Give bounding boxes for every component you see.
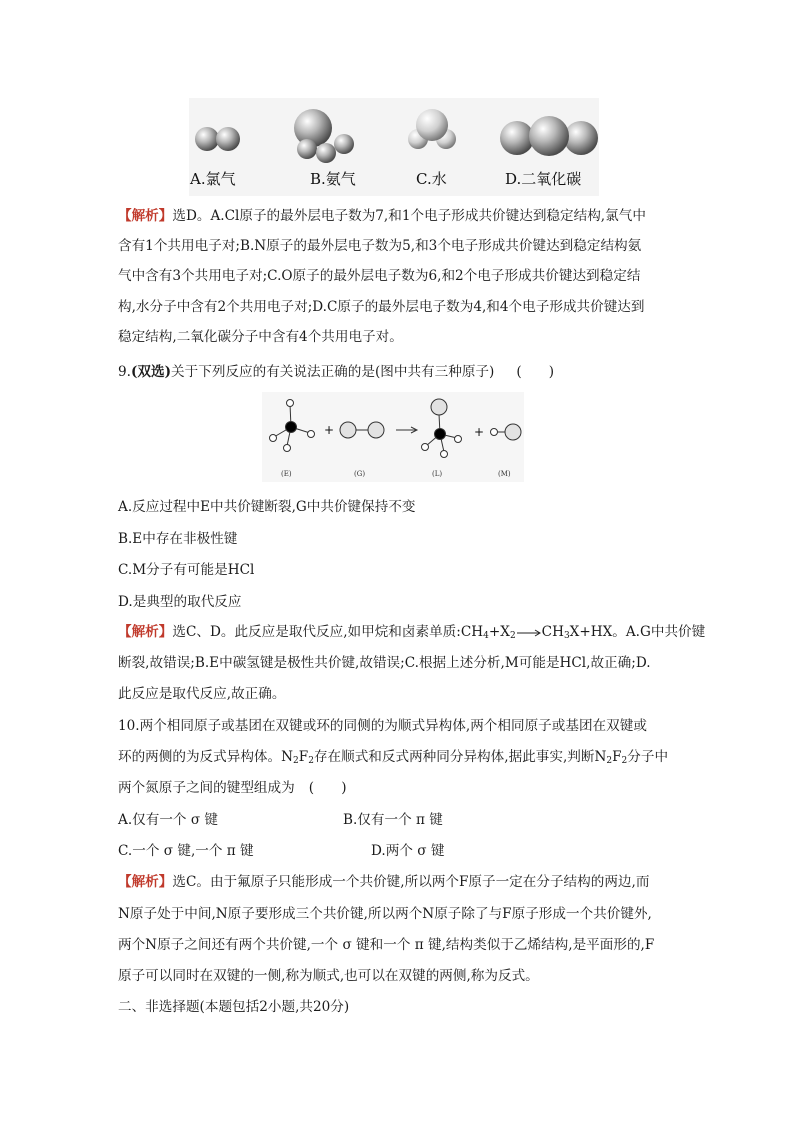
section-2-heading: 二、非选择题(本题包括2小题,共20分) bbox=[118, 999, 350, 1015]
figure-label-c: C.水 bbox=[416, 170, 447, 188]
reaction-figure bbox=[262, 392, 524, 482]
label-e: (E) bbox=[281, 470, 292, 478]
label-m: (M) bbox=[498, 470, 511, 478]
q10-option-a: A.仅有一个 σ 键 bbox=[118, 812, 219, 828]
analysis9-line-2: 断裂,故错误;B.E中碳氢键是极性共价键,故错误;C.根据上述分析,M可能是HCl,故正确;D. bbox=[118, 655, 651, 671]
q10-option-c: C.一个 σ 键,一个 π 键 bbox=[118, 843, 254, 859]
figure-label-d: D.二氧化碳 bbox=[505, 170, 582, 188]
q9-option-d: D.是典型的取代反应 bbox=[118, 594, 242, 610]
plus-sign-2: + bbox=[474, 425, 485, 439]
carbon-dioxide-model bbox=[500, 116, 598, 156]
analysis8-line-5: 稳定结构,二氧化碳分子中含有4个共用电子对。 bbox=[118, 329, 403, 345]
q9-option-c: C.M分子有可能是HCl bbox=[118, 562, 255, 578]
question-10-line-1: 10.两个相同原子或基团在双键或环的同侧的为顺式异构体,两个相同原子或基团在双键或 bbox=[118, 718, 647, 734]
analysis8-line-3: 气中含有3个共用电子对;C.O原子的最外层电子数为6,和2个电子形成共价键达到稳定结 bbox=[118, 268, 641, 284]
q9-option-a: A.反应过程中E中共价键断裂,G中共价键保持不变 bbox=[118, 499, 416, 515]
figure-label-a: A.氯气 bbox=[190, 170, 236, 188]
analysis8-line-4: 构,水分子中含有2个共用电子对;D.C原子的最外层电子数为4,和4个电子形成共价键达到 bbox=[118, 299, 645, 315]
question-10-line-2: 环的两侧的为反式异构体。$N_2F_2$存在顺式和反式两种同分异构体,据此事实,判断$N_2F_2$分子中 bbox=[118, 749, 669, 766]
figure-label-b: B.氨气 bbox=[310, 170, 356, 188]
question-10-line-3: 两个氮原子之间的键型组成为 ( ) bbox=[118, 780, 347, 796]
molecule-models-figure bbox=[189, 98, 599, 196]
q10-option-b: B.仅有一个 π 键 bbox=[343, 812, 443, 828]
question-9-stem: 9.(双选)关于下列反应的有关说法正确的是(图中共有三种原子) ( ) bbox=[118, 364, 555, 380]
analysis10-line-2: N原子处于中间,N原子要形成三个共价键,所以两个N原子除了与F原子形成一个共价键外, bbox=[118, 906, 652, 922]
analysis9-line-3: 此反应是取代反应,故正确。 bbox=[118, 686, 286, 702]
analysis10-line-3: 两个N原子之间还有两个共价键,一个 σ 键和一个 π 键,结构类似于乙烯结构,是平面形的,F bbox=[118, 937, 655, 953]
analysis9-line-1: 【解析】选C、D。此反应是取代反应,如甲烷和卤素单质$:CH_4+X_2$ $CH_3X+HX$。A.G中共价键 bbox=[118, 624, 706, 641]
q10-option-d: D.两个 σ 键 bbox=[371, 843, 445, 859]
reaction-arrow-icon bbox=[516, 628, 542, 638]
label-l: (L) bbox=[432, 470, 443, 478]
analysis8-line-2: 含有1个共用电子对;B.N原子的最外层电子数为5,和3个电子形成共价键达到稳定结构氨 bbox=[118, 238, 642, 254]
double-choice-tag: (双选) bbox=[130, 364, 172, 380]
label-g: (G) bbox=[354, 470, 366, 478]
analysis-tag: 【解析】 bbox=[118, 208, 173, 224]
analysis10-line-4: 原子可以同时在双键的一侧,称为顺式,也可以在双键的两侧,称为反式。 bbox=[118, 968, 539, 984]
analysis10-line-1: 【解析】选C。由于氟原子只能形成一个共价键,所以两个F原子一定在分子结构的两边,而 bbox=[118, 874, 650, 890]
plus-sign-1: + bbox=[324, 423, 335, 437]
q9-option-b: B.E中存在非极性键 bbox=[118, 531, 238, 547]
analysis8-line-1: 【解析】选D。A.Cl原子的最外层电子数为7,和1个电子形成共价键达到稳定结构,氯气中 bbox=[118, 208, 646, 224]
